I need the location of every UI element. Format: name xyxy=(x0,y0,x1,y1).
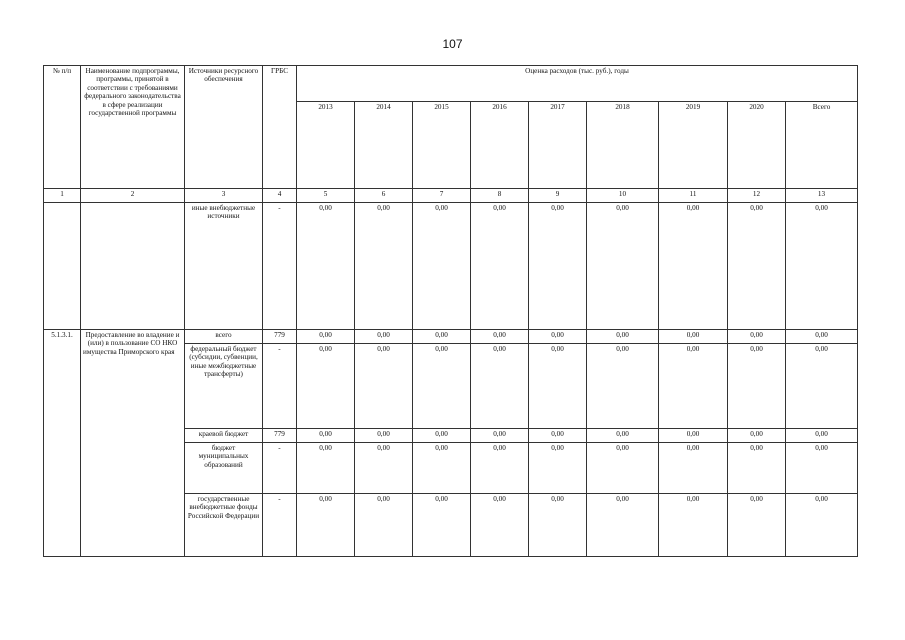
column-number: 7 xyxy=(413,189,471,203)
value-cell: 0,00 xyxy=(413,443,471,494)
column-number: 9 xyxy=(529,189,587,203)
value-cell: 0,00 xyxy=(728,330,786,344)
column-number: 4 xyxy=(263,189,297,203)
value-cell: 0,00 xyxy=(355,429,413,443)
page-number: 107 xyxy=(442,37,463,51)
value-cell: 0,00 xyxy=(659,443,728,494)
row-grbs: - xyxy=(263,344,297,429)
value-cell: 0,00 xyxy=(413,344,471,429)
value-cell: 0,00 xyxy=(587,429,659,443)
value-cell: 0,00 xyxy=(786,344,858,429)
value-cell: 0,00 xyxy=(529,429,587,443)
row-grbs: - xyxy=(263,494,297,557)
value-cell: 0,00 xyxy=(297,443,355,494)
column-number-row xyxy=(44,189,858,203)
value-cell: 0,00 xyxy=(471,203,529,330)
value-cell: 0,00 xyxy=(659,494,728,557)
value-cell: 0,00 xyxy=(471,494,529,557)
column-number: 6 xyxy=(355,189,413,203)
value-cell: 0,00 xyxy=(529,330,587,344)
value-cell: 0,00 xyxy=(355,344,413,429)
row-source: всего xyxy=(185,330,263,344)
value-cell: 0,00 xyxy=(297,344,355,429)
header-row xyxy=(44,66,858,102)
budget-table xyxy=(43,65,858,557)
table-row xyxy=(44,203,858,330)
value-cell: 0,00 xyxy=(413,203,471,330)
column-number: 12 xyxy=(728,189,786,203)
header-grbs: ГРБС xyxy=(263,66,297,189)
value-cell: 0,00 xyxy=(659,344,728,429)
column-number: 2 xyxy=(81,189,185,203)
value-cell: 0,00 xyxy=(587,494,659,557)
row-source: федеральный бюджет (субсидии, субвенции, иные межбюджетные трансферты) xyxy=(185,344,263,429)
value-cell: 0,00 xyxy=(355,203,413,330)
row-grbs: - xyxy=(263,203,297,330)
year-header: 2016 xyxy=(471,102,529,189)
row-name xyxy=(81,203,185,330)
row-source: краевой бюджет xyxy=(185,429,263,443)
value-cell: 0,00 xyxy=(413,494,471,557)
value-cell: 0,00 xyxy=(786,330,858,344)
column-number: 11 xyxy=(659,189,728,203)
value-cell: 0,00 xyxy=(471,344,529,429)
header-num: № п/п xyxy=(44,66,81,189)
value-cell: 0,00 xyxy=(786,443,858,494)
value-cell: 0,00 xyxy=(786,494,858,557)
value-cell: 0,00 xyxy=(728,429,786,443)
row-num: 5.1.3.1. xyxy=(44,330,81,557)
row-source: государственные внебюджетные фонды Российской Федерации xyxy=(185,494,263,557)
value-cell: 0,00 xyxy=(355,443,413,494)
value-cell: 0,00 xyxy=(786,203,858,330)
year-header: 2017 xyxy=(529,102,587,189)
column-number: 5 xyxy=(297,189,355,203)
header-name: Наименование подпрограммы, программы, принятой в соответствии с требованиями федерального законодательства в сфере реализации государственной программы xyxy=(81,66,185,189)
value-cell: 0,00 xyxy=(786,429,858,443)
year-header: Всего xyxy=(786,102,858,189)
value-cell: 0,00 xyxy=(659,429,728,443)
value-cell: 0,00 xyxy=(728,203,786,330)
row-source: бюджет муниципальных образований xyxy=(185,443,263,494)
value-cell: 0,00 xyxy=(471,429,529,443)
value-cell: 0,00 xyxy=(659,330,728,344)
table-row xyxy=(44,330,858,344)
column-number: 8 xyxy=(471,189,529,203)
value-cell: 0,00 xyxy=(529,494,587,557)
value-cell: 0,00 xyxy=(297,330,355,344)
row-source: иные внебюджетные источники xyxy=(185,203,263,330)
header-estimate: Оценка расходов (тыс. руб.), годы xyxy=(297,66,858,102)
value-cell: 0,00 xyxy=(587,330,659,344)
year-header: 2013 xyxy=(297,102,355,189)
column-number: 13 xyxy=(786,189,858,203)
value-cell: 0,00 xyxy=(529,344,587,429)
value-cell: 0,00 xyxy=(728,494,786,557)
value-cell: 0,00 xyxy=(413,330,471,344)
row-grbs: 779 xyxy=(263,429,297,443)
column-number: 3 xyxy=(185,189,263,203)
row-grbs: - xyxy=(263,443,297,494)
row-grbs: 779 xyxy=(263,330,297,344)
value-cell: 0,00 xyxy=(587,344,659,429)
year-header: 2019 xyxy=(659,102,728,189)
value-cell: 0,00 xyxy=(587,443,659,494)
value-cell: 0,00 xyxy=(728,443,786,494)
value-cell: 0,00 xyxy=(297,429,355,443)
value-cell: 0,00 xyxy=(297,494,355,557)
row-num xyxy=(44,203,81,330)
value-cell: 0,00 xyxy=(471,330,529,344)
header-source: Источники ресурсного обеспечения xyxy=(185,66,263,189)
value-cell: 0,00 xyxy=(529,203,587,330)
year-header: 2018 xyxy=(587,102,659,189)
year-header: 2014 xyxy=(355,102,413,189)
value-cell: 0,00 xyxy=(297,203,355,330)
column-number: 1 xyxy=(44,189,81,203)
year-header: 2015 xyxy=(413,102,471,189)
row-name: Предоставление во владение и (или) в пользование СО НКО имущества Приморского края xyxy=(81,330,185,557)
value-cell: 0,00 xyxy=(355,494,413,557)
value-cell: 0,00 xyxy=(529,443,587,494)
value-cell: 0,00 xyxy=(587,203,659,330)
value-cell: 0,00 xyxy=(413,429,471,443)
value-cell: 0,00 xyxy=(728,344,786,429)
value-cell: 0,00 xyxy=(659,203,728,330)
value-cell: 0,00 xyxy=(355,330,413,344)
value-cell: 0,00 xyxy=(471,443,529,494)
year-header: 2020 xyxy=(728,102,786,189)
column-number: 10 xyxy=(587,189,659,203)
